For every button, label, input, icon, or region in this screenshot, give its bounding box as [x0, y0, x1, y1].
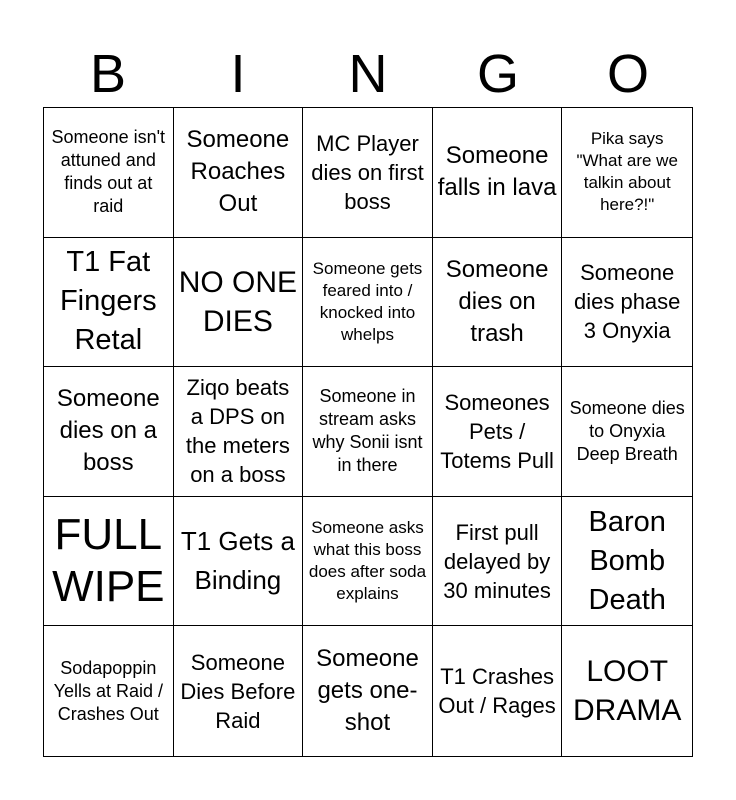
- cell-text: Baron Bomb Death: [588, 505, 666, 616]
- bingo-cell[interactable]: [433, 497, 563, 627]
- cell-text: NO ONE DIES: [178, 265, 298, 338]
- cell-text: Someone dies to Onyxia Deep Breath: [569, 397, 685, 464]
- cell-text: T1 Fat Fingers Retal: [59, 246, 157, 357]
- header-letter-g: G: [476, 44, 519, 104]
- bingo-cell[interactable]: [174, 497, 304, 627]
- cell-text: Ziqo beats a DPS on the meters on a boss: [185, 375, 290, 488]
- cell-text: First pull delayed by 30 minutes: [443, 519, 551, 603]
- cell-text: Someone in stream asks why Sonii isnt in there: [312, 386, 423, 476]
- bingo-cell[interactable]: [174, 626, 304, 756]
- cell-text: Someone gets feared into / knocked into whelps: [312, 258, 423, 344]
- bingo-cell[interactable]: [44, 497, 174, 627]
- bingo-cell[interactable]: [44, 626, 174, 756]
- bingo-cell[interactable]: [433, 238, 563, 368]
- cell-text: MC Player dies on first boss: [311, 130, 424, 214]
- cell-text: T1 Crashes Out / Rages: [438, 664, 556, 719]
- bingo-cell[interactable]: [174, 238, 304, 368]
- bingo-cell[interactable]: [44, 108, 174, 238]
- bingo-cell[interactable]: [303, 367, 433, 497]
- header-letter-o: O: [606, 44, 649, 104]
- header-letter-n: N: [348, 44, 388, 104]
- bingo-cell[interactable]: [303, 626, 433, 756]
- bingo-cell[interactable]: [303, 238, 433, 368]
- bingo-cell[interactable]: [433, 367, 563, 497]
- bingo-cell[interactable]: [562, 108, 692, 238]
- cell-text: Sodapoppin Yells at Raid / Crashes Out: [53, 657, 163, 724]
- bingo-cell[interactable]: [44, 367, 174, 497]
- bingo-cell[interactable]: [174, 108, 304, 238]
- bingo-cell[interactable]: [303, 497, 433, 627]
- bingo-cell[interactable]: [562, 367, 692, 497]
- bingo-cell[interactable]: [433, 108, 563, 238]
- header-letter-i: I: [230, 44, 246, 104]
- bingo-card: [43, 107, 693, 757]
- bingo-cell[interactable]: [562, 497, 692, 627]
- bingo-cell[interactable]: [174, 367, 304, 497]
- header-letter-b: B: [89, 44, 127, 104]
- cell-text: Someone falls in lava: [437, 142, 557, 202]
- cell-text: Someone Roaches Out: [186, 126, 290, 218]
- cell-text: Someone dies phase 3 Onyxia: [573, 260, 681, 344]
- cell-text: Someone asks what this boss does after soda explains: [308, 518, 427, 604]
- cell-text: Someones Pets / Totems Pull: [440, 389, 554, 473]
- bingo-cell[interactable]: [303, 108, 433, 238]
- bingo-cell[interactable]: [44, 238, 174, 368]
- cell-text: Someone gets one-shot: [316, 645, 419, 737]
- cell-text: LOOT DRAMA: [573, 655, 682, 728]
- cell-text: FULL WIPE: [52, 510, 165, 612]
- bingo-header: [43, 40, 693, 108]
- cell-text: T1 Gets a Binding: [180, 526, 295, 596]
- cell-text: Someone dies on trash: [445, 255, 549, 347]
- cell-text: Pika says "What are we talkin about here?!": [576, 129, 678, 215]
- bingo-cell[interactable]: [562, 626, 692, 756]
- cell-text: Someone isn't attuned and finds out at raid: [51, 127, 166, 217]
- cell-text: Someone dies on a boss: [56, 385, 160, 477]
- cell-text: Someone Dies Before Raid: [180, 649, 296, 733]
- bingo-cell[interactable]: [433, 626, 563, 756]
- bingo-cell[interactable]: [562, 238, 692, 368]
